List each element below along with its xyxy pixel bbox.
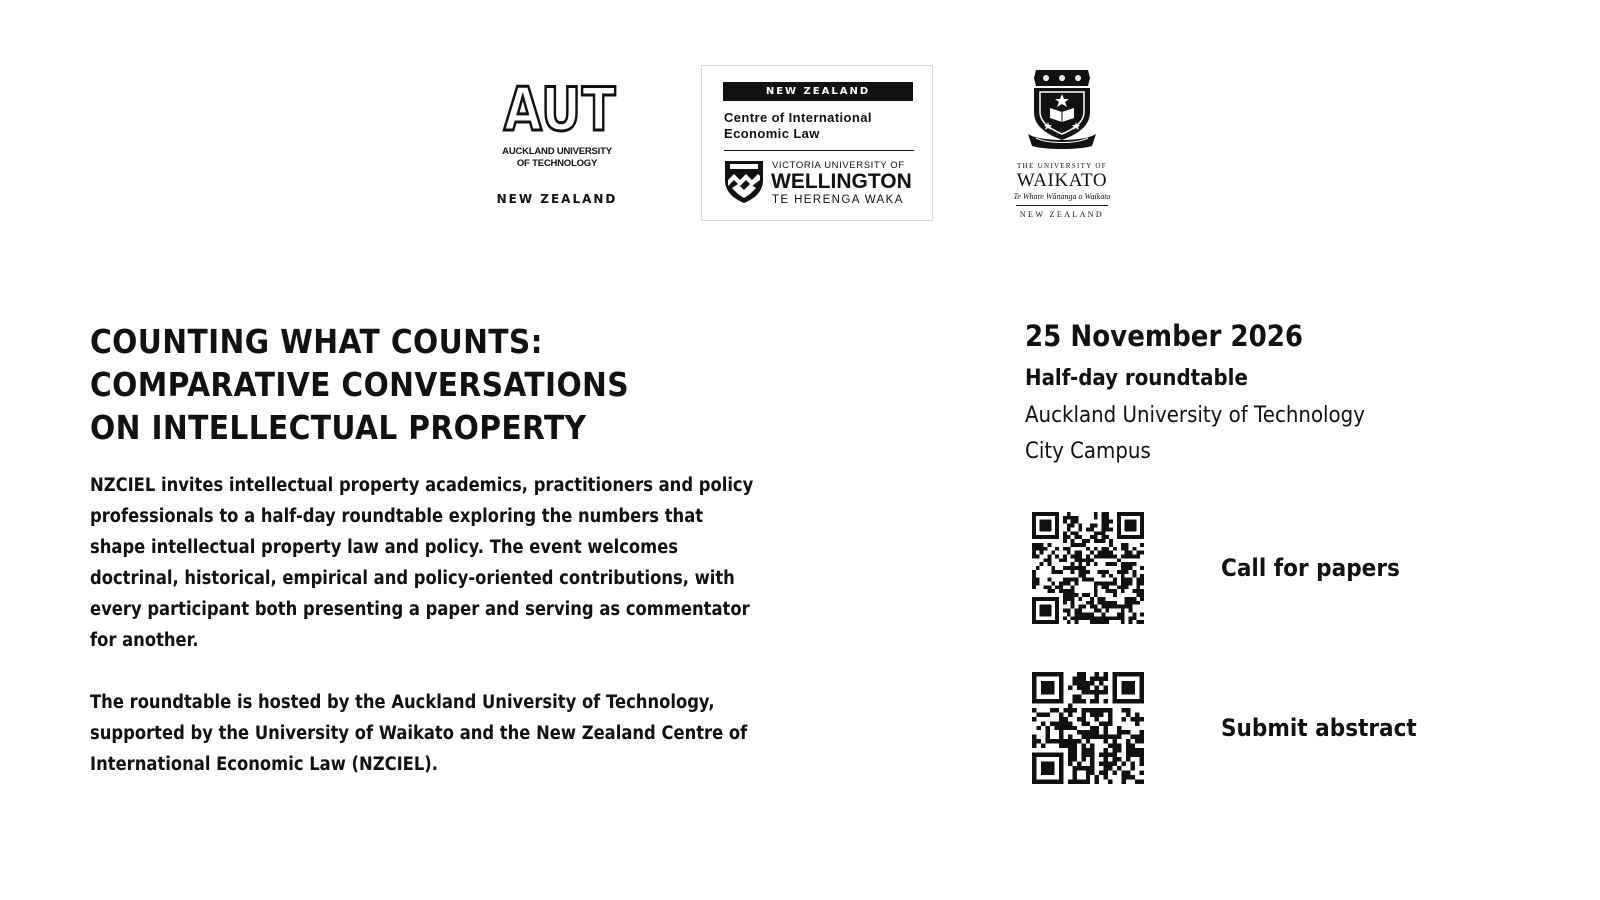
description [90,470,756,811]
aut-logo-mark: AUT [503,75,617,145]
qr-code-icon[interactable] [1032,672,1144,784]
aut-logo-name [492,146,622,170]
page-title-line3: ON INTELLECTUAL PROPERTY [90,408,587,447]
qr-code-icon[interactable] [1032,512,1144,624]
aut-logo-name-line1: AUCKLAND UNIVERSITY [502,146,612,157]
event-venue-line1: Auckland University of Technology [1025,403,1365,428]
crest-icon [1026,68,1098,150]
shield-icon [724,160,764,204]
waikato-logo-divider [1016,205,1108,206]
event-date: 25 November 2026 [1025,319,1304,353]
aut-logo-country: NEW ZEALAND [496,192,618,206]
page-title [90,320,774,449]
description-paragraph-1: NZCIEL invites intellectual property academics, practitioners and policy professionals to a half-day roundtable exploring the numbers that shape intellectual property law and policy. The event welcomes doctrinal, historical, empirical and policy-oriented contributions, with every participant both presenting a paper and serving as commentator for another. [90,475,754,651]
event-format: Half-day roundtable [1025,366,1248,391]
event-venue-line2: City Campus [1025,439,1151,464]
nzciel-logo-name-line2: Economic Law [724,126,820,141]
submit-abstract-link[interactable]: Submit abstract [1221,714,1417,742]
vuw-logo-name: WELLINGTON [771,170,912,193]
vuw-logo-subtitle: TE HERENGA WAKA [772,194,904,206]
waikato-logo-country: NEW ZEALAND [1019,210,1105,219]
page-title-line2: COMPARATIVE CONVERSATIONS [90,365,630,404]
nzciel-logo [701,65,933,221]
aut-logo-name-line2: OF TECHNOLOGY [516,158,598,169]
nzciel-logo-name [724,110,924,142]
vuw-logo-top: VICTORIA UNIVERSITY OF [772,160,905,171]
nzciel-logo-name-line1: Centre of International [724,110,872,125]
event-venue [1025,398,1365,470]
aut-logo [492,75,622,215]
description-paragraph-2: The roundtable is hosted by the Auckland University of Technology, supported by the University of Waikato and the New Zealand Centre of International Economic Law (NZCIEL). [90,692,748,775]
waikato-logo-maori: Te Whare Wānanga o Waikato [1013,192,1111,201]
page-title-line1: COUNTING WHAT COUNTS: [90,322,543,361]
call-for-papers-link[interactable]: Call for papers [1221,554,1400,582]
nzciel-logo-bar: NEW ZEALAND [723,82,913,101]
nzciel-logo-divider [724,150,914,151]
waikato-logo-the: THE UNIVERSITY OF [1017,162,1107,170]
waikato-logo [1007,68,1117,220]
waikato-logo-name: WAIKATO [1016,170,1108,191]
